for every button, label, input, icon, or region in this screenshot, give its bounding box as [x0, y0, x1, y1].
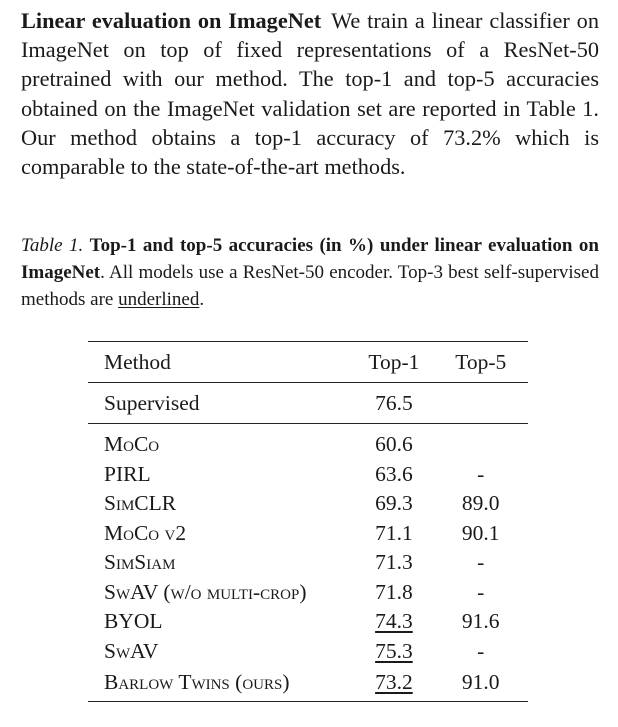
table-row: [88, 578, 528, 608]
table-row: [88, 607, 528, 637]
row-top1: 71.3: [375, 550, 413, 575]
header-method: Method: [104, 349, 171, 374]
row-top1: 71.8: [375, 579, 413, 604]
row-top1: 71.1: [375, 520, 413, 545]
header-top5: Top-5: [455, 349, 507, 374]
results-table: [88, 341, 528, 702]
row-top1: [354, 607, 433, 637]
intro-paragraph: [21, 6, 599, 181]
paragraph-heading: Linear evaluation on ImageNet: [21, 8, 322, 33]
caption-label: Table 1.: [21, 235, 84, 256]
row-method: MoCo: [104, 432, 160, 457]
row-method: BYOL: [104, 609, 163, 634]
table-row: [88, 424, 528, 460]
row-method: PIRL: [104, 461, 151, 486]
row-top1: [354, 666, 433, 702]
row-top1: 63.6: [375, 461, 413, 486]
supervised-top1: 76.5: [375, 390, 413, 415]
row-method: MoCo v2: [104, 520, 187, 545]
supervised-top5: [433, 383, 528, 424]
row-method: SimSiam: [104, 550, 176, 575]
row-top5: -: [477, 638, 485, 663]
header-top1: Top-1: [368, 349, 420, 374]
table-row: [88, 548, 528, 578]
row-method: SwAV: [104, 638, 159, 663]
table-row: [88, 637, 528, 667]
underlined-value: 73.2: [375, 670, 413, 694]
table-caption: [21, 232, 599, 313]
row-method: Barlow Twins (ours): [104, 670, 290, 694]
row-method: SimCLR: [104, 491, 177, 516]
table-row: [88, 489, 528, 519]
row-top5: 90.1: [461, 520, 500, 545]
caption-text-1: . All models use a ResNet-50 encoder. Top-3 best self-supervised methods are: [21, 262, 599, 310]
caption-title: Top-1 and top-5 accuracies (in %) under linear evaluation on ImageNet: [21, 235, 599, 283]
table-row: [88, 519, 528, 549]
table-row: [88, 666, 528, 702]
supervised-row: [88, 383, 528, 424]
row-top1: 60.6: [375, 432, 413, 457]
caption-underlined-word: underlined: [118, 289, 200, 310]
underlined-value: 74.3: [375, 609, 413, 634]
table-header-row: [88, 342, 528, 383]
row-top5: 91.0: [461, 670, 500, 694]
row-top1: 69.3: [375, 491, 413, 516]
underlined-value: 75.3: [375, 638, 413, 663]
row-top5: -: [477, 461, 485, 486]
row-top5: 91.6: [461, 609, 500, 634]
caption-text-2: .: [199, 289, 205, 310]
table-row: [88, 460, 528, 490]
supervised-method: Supervised: [104, 390, 200, 415]
row-top5: 89.0: [461, 491, 500, 516]
row-top5: [433, 424, 528, 460]
row-top5: -: [477, 579, 485, 604]
row-top1: [354, 637, 433, 667]
paragraph-body: We train a linear classifier on ImageNet on top of fixed representations of a ResNet-50 pretrained with our method. The top-1 and top-5 accuracies obtained on the ImageNet validation set are reported in Table 1. Our method obtains a top-1 accuracy of 73.2% which is comparable to the state-of-the-art methods.: [21, 8, 599, 180]
row-method: SwAV (w/o multi-crop): [104, 579, 307, 604]
row-top5: -: [477, 550, 485, 575]
